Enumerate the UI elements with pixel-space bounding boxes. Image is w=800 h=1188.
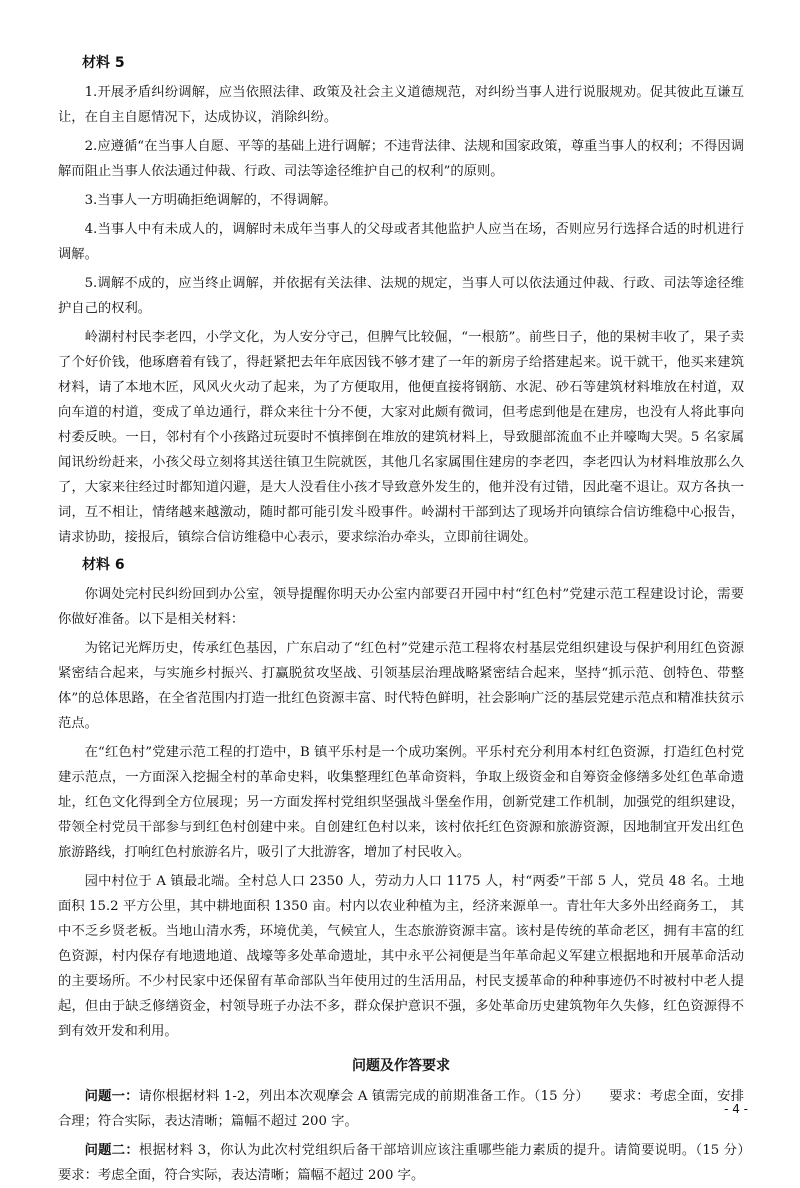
material-5-paragraph-3: 3.当事人一方明确拒绝调解的，不得调解。	[84, 193, 337, 208]
question-2-label: 问题二：	[84, 1143, 139, 1158]
material-5-case-paragraph: 岭湖村村民李老四，小学文化，为人安分守己，但脾气比较倔，“一根筋”。前些日子，他的果树丰收了，果子卖了个好价钱，他琢磨着有钱了，得赶紧把去年年底因钱不够才建了一年的新房子给搭建起来。说干就干，他买来建筑材料，请了本地木匠，风风火火动了起来，为了方便取用，他便直接将钢筋、水泥、砂石等建筑材料堆放在村道，双向车道的村道，变成了单边通行，群众来往十分不便，大家对此颇有微词，但考虑到他是在建房，也没有人将此事向村委反映。一日，邻村有个小孩路过玩耍时不慎摔倒在堆放的建筑材料上，导致腿部流血不止并嚎啕大哭。5 名家属闻讯纷纷赶来，小孩父母立刻将其送往镇卫生院就医，其他几名家属围住建房的李老四，李老四认为材料堆放那么久了，大家来往经过时都知道闪避，是大人没看住小孩才导致意外发生的，他并没有过错，因此毫不退让。双方各执一词，互不相让，情绪越来越激动，随时都可能引发斗殴事件。岭湖村干部到达了现场并向镇综合信访维稳中心报告，请求协助，接报后，镇综合信访维稳中心表示，要求综治办牵头，立即前往调处。	[58, 330, 744, 545]
question-1-label: 问题一：	[84, 1089, 139, 1104]
material-5-paragraph-5: 5.调解不成的，应当终止调解，并依据有关法律、法规的规定，当事人可以依法通过仲裁、行政、司法等途径维护自己的权利。	[58, 276, 744, 316]
material-5-paragraph-4: 4.当事人中有未成人的，调解时未成年当事人的父母或者其他监护人应当在场，否则应另行选择合适的时机进行调解。	[58, 222, 744, 262]
material-6-paragraph-3: 在“红色村”党建示范工程的打造中，B 镇平乐村是一个成功案例。平乐村充分利用本村红色资源，打造红色村党建示范点，一方面深入挖掘全村的革命史料，收集整理红色革命资料，争取上级资金和自筹资金修缮多处红色革命遗址，红色文化得到全方位展现；另一方面发挥村党组织坚强战斗堡垒作用，创新党建工作机制，加强党的组织建设，带领全村党员干部参与到红色村创建中来。自创建红色村以来，该村依托红色资源和旅游资源，因地制宜开发出红色旅游路线，打响红色村旅游名片，吸引了大批游客，增加了村民收入。	[58, 745, 744, 860]
question-2-text: 根据材料 3，你认为此次村党组织后备干部培训应该注重哪些能力素质的提升。请简要说明。（15 分） 要求：考虑全面，符合实际，表达清晰；篇幅不超过 200 字。	[58, 1143, 771, 1183]
question-1	[58, 1084, 744, 1134]
questions-title: 问题及作答要求	[352, 1058, 450, 1074]
material-5-heading: 材料 5	[82, 55, 125, 71]
material-6-paragraph-1: 你调处完村民纠纷回到办公室，领导提醒你明天办公室内部要召开园中村“红色村”党建示范工程建设讨论，需要你做好准备。以下是相关材料：	[58, 587, 744, 627]
material-5-paragraph-1: 1.开展矛盾纠纷调解，应当依照法律、政策及社会主义道德规范，对纠纷当事人进行说服规劝。促其彼此互谦互让，在自主自愿情况下，达成协议，消除纠纷。	[58, 85, 744, 125]
material-6-paragraph-4: 园中村位于 A 镇最北端。全村总人口 2350 人，劳动力人口 1175 人，村“两委”干部 5 人，党员 48 名。土地面积 15.2 平方公里，其中耕地面积 1350 亩。村内以农业种植为主，经济来源单一。青壮年大多外出经商务工， 其中不乏乡贤老板。当地山清水秀，环境优美，气候宜人，生态旅游资源丰富。该村是传统的革命老区，拥有丰富的红色资源，村内保存有地遗地道、战壕等多处革命遗址，其中永平公祠便是当年革命起义军建立根据地和开展革命活动的主要场所。不少村民家中还保留有革命部队当年使用过的生活用品，村民支援革命的种种事迹仍不时被村中老人提起，但由于缺乏修缮资金，村领导班子办法不多，群众保护意识不强，多处革命历史建筑物年久失修，红色资源得不到有效开发和利用。	[58, 874, 744, 1039]
question-1-text: 请你根据材料 1-2，列出本次观摩会 A 镇需完成的前期准备工作。（15 分） 要求：考虑全面，安排合理；符合实际，表达清晰；篇幅不超过 200 字。	[58, 1089, 744, 1129]
material-6-heading: 材料 6	[82, 557, 125, 573]
material-5-paragraph-2: 2.应遵循“在当事人自愿、平等的基础上进行调解；不违背法律、法规和国家政策，尊重当事人的权利；不得因调解而阻止当事人依法通过仲裁、行政、司法等途径维护自己的权利”的原则。	[58, 139, 744, 179]
page-number: - 4 -	[724, 1102, 748, 1116]
material-6-paragraph-2: 为铭记光辉历史，传承红色基因，广东启动了“红色村”党建示范工程将农村基层党组织建设与保护利用红色资源紧密结合起来，与实施乡村振兴、打赢脱贫攻坚战、引领基层治理战略紧密结合起来，坚持“抓示范、创特色、带整体”的总体思路，在全省范围内打造一批红色资源丰富、时代特色鲜明，社会影响广泛的基层党建示范点和精准扶贫示范点。	[58, 641, 744, 731]
question-2	[58, 1138, 771, 1188]
